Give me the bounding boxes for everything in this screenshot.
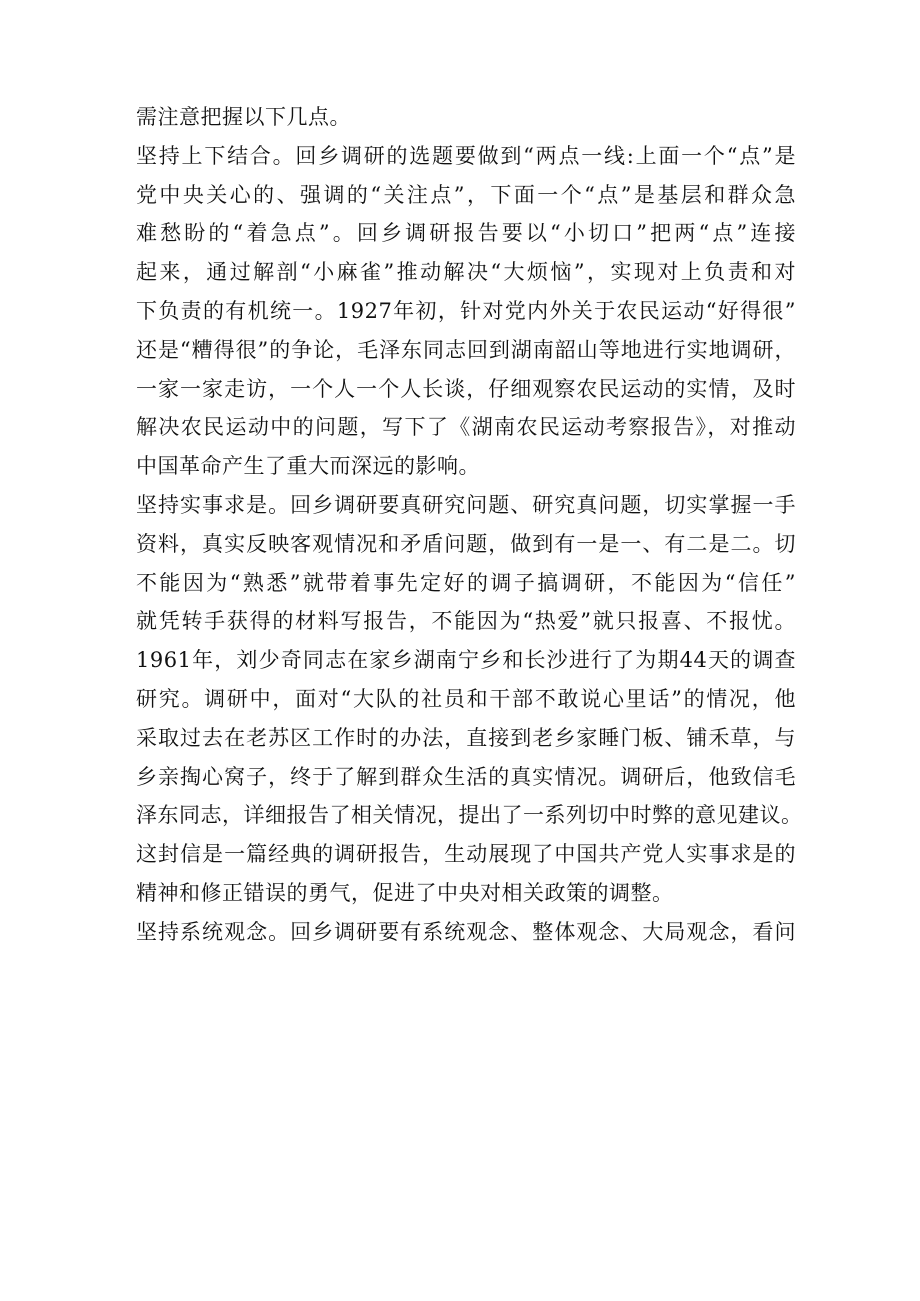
text-line: 研究。调研中，面对“大队的社员和干部不敢说心里话”的情况，他 <box>136 686 796 711</box>
text-line: 不能因为“熟悉”就带着事先定好的调子搞调研，不能因为“信任” <box>136 570 796 595</box>
text-line: 1961年，刘少奇同志在家乡湖南宁乡和长沙进行了为期44天的调查 <box>136 648 796 673</box>
text-line: 难愁盼的“着急点”。回乡调研报告要以“小切口”把两“点”连接 <box>136 221 796 246</box>
text-line: 采取过去在老苏区工作时的办法，直接到老乡家睡门板、铺禾草，与 <box>136 725 796 750</box>
text-line: 需注意把握以下几点。 <box>136 105 351 129</box>
text-line: 还是“糟得很”的争论，毛泽东同志回到湖南韶山等地进行实地调研， <box>136 337 796 362</box>
text-line: 坚持实事求是。回乡调研要真研究问题、研究真问题，切实掌握一手 <box>136 492 796 517</box>
text-line: 一家一家走访，一个人一个人长谈，仔细观察农民运动的实情，及时 <box>136 376 796 401</box>
text-line: 坚持上下结合。回乡调研的选题要做到“两点一线:上面一个“点”是 <box>136 143 796 168</box>
text-line: 精神和修正错误的勇气，促进了中央对相关政策的调整。 <box>136 880 674 905</box>
text-line: 下负责的有机统一。1927年初，针对党内外关于农民运动“好得很” <box>136 298 796 323</box>
text-line: 资料，真实反映客观情况和矛盾问题，做到有一是一、有二是二。切 <box>136 531 796 556</box>
document-body <box>136 98 803 952</box>
text-line: 解决农民运动中的问题，写下了《湖南农民运动考察报告》，对推动 <box>136 415 796 440</box>
text-line: 党中央关心的、强调的“关注点”，下面一个“点”是基层和群众急 <box>136 182 796 207</box>
text-line: 坚持系统观念。回乡调研要有系统观念、整体观念、大局观念，看问 <box>136 919 796 944</box>
text-line: 泽东同志，详细报告了相关情况，提出了一系列切中时弊的意见建议。 <box>136 803 803 828</box>
text-line: 这封信是一篇经典的调研报告，生动展现了中国共产党人实事求是的 <box>136 842 796 867</box>
text-line: 中国革命产生了重大而深远的影响。 <box>136 454 480 479</box>
text-line: 就凭转手获得的材料写报告，不能因为“热爱”就只报喜、不报忧。 <box>136 609 796 634</box>
text-line: 起来，通过解剖“小麻雀”推动解决“大烦恼”，实现对上负责和对 <box>136 260 796 285</box>
text-line: 乡亲掏心窝子，终于了解到群众生活的真实情况。调研后，他致信毛 <box>136 764 796 789</box>
